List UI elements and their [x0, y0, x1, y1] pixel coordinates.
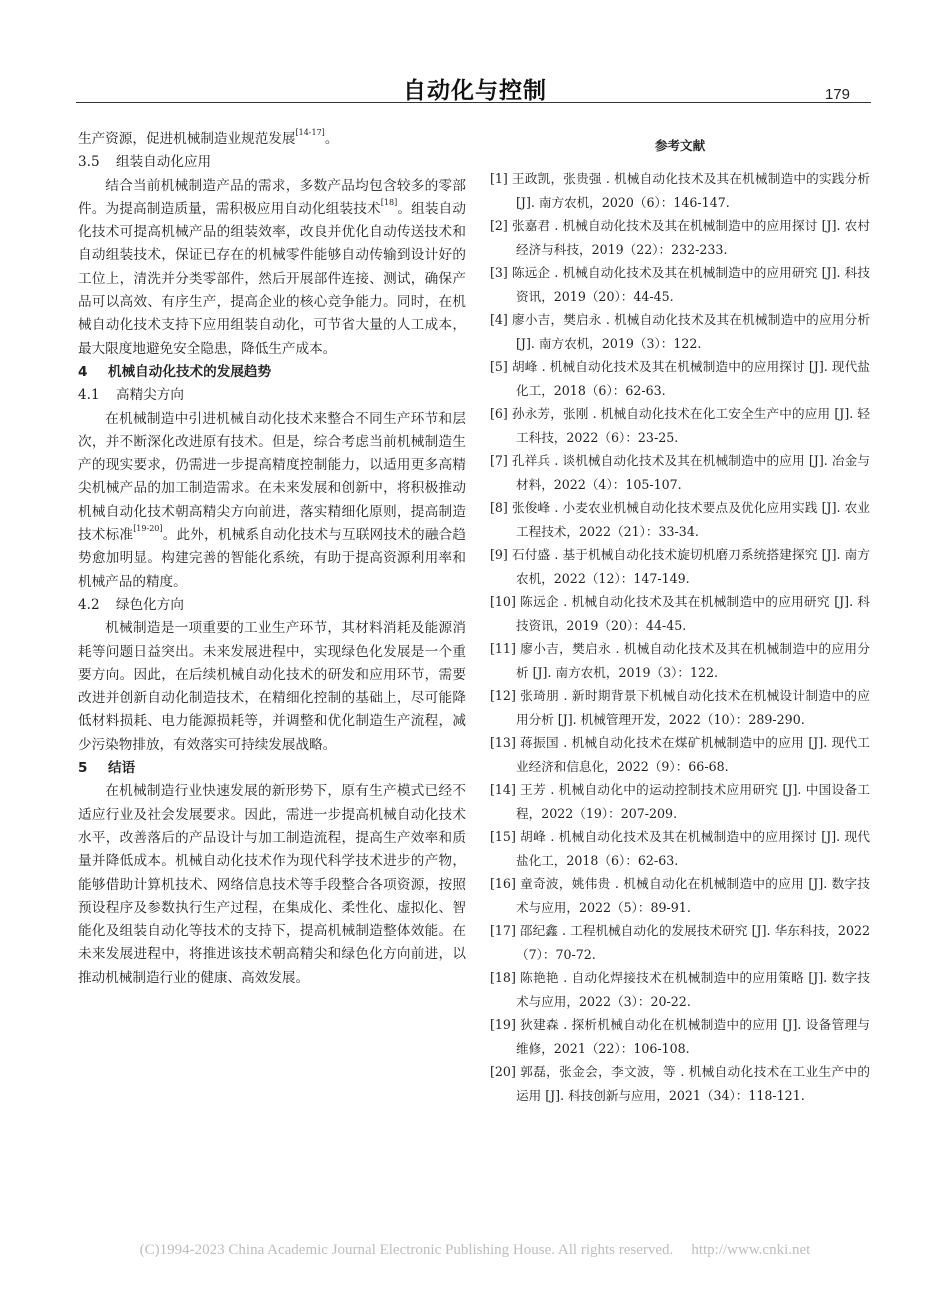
page-number: 179 [824, 86, 850, 103]
reference-item: [12] 张琦朋 . 新时期背景下机械自动化技术在机械设计制造中的应用分析 [J]. 机械管理开发，2022（10）：289-290. [490, 688, 870, 727]
intro-paragraph: 生产资源，促进机械制造业规范发展[14-17]。 [78, 128, 339, 147]
references-title: 参考文献 [654, 138, 706, 153]
section-4-2-paragraph: 机械制造是一项重要的工业生产环节，其材料消耗及能源消耗等问题日益突出。未来发展进程中，实现绿色化发展是一个重要方向。因此，在后续机械自动化技术的研发和应用环节，需要改进并创新自动化制造技术，在精细化控制的基础上，尽可能降低材料损耗、电力能源损耗等，并调整和优化制造生产流程，减少污染物排放，有效落实可持续发展战略。 [78, 620, 466, 753]
reference-item: [17] 邵纪鑫 . 工程机械自动化的发展技术研究 [J]. 华东科技，2022（7）：70-72. [490, 923, 870, 962]
reference-item: [20] 郭磊，张金会，李文波，等 . 机械自动化技术在工业生产中的运用 [J]. 科技创新与应用，2021（34）：118-121. [490, 1064, 870, 1103]
reference-item: [16] 童奇波，姚伟贵 . 机械自动化在机械制造中的应用 [J]. 数字技术与应用，2022（5）：89-91. [490, 876, 870, 915]
references-column [490, 135, 870, 1107]
footer [0, 1242, 950, 1259]
header-rule [76, 102, 871, 103]
reference-item: [19] 狄建森 . 探析机械自动化在机械制造中的应用 [J]. 设备管理与维修，2021（22）：106-108. [490, 1017, 870, 1056]
section-heading-5: 5 结语 [78, 760, 136, 777]
reference-item: [6] 孙永芳，张刚 . 机械自动化技术在化工安全生产中的应用 [J]. 轻工科技，2022（6）：23-25. [490, 406, 870, 445]
citation: [18] [380, 197, 398, 207]
left-column [78, 128, 466, 990]
footer-url[interactable]: http://www.cnki.net [691, 1242, 811, 1258]
section-4-1-paragraph: 在机械制造中引进机械自动化技术来整合不同生产环节和层次，并不断深化改进原有技术。但是，综合考虑当前机械制造生产的现实要求，仍需进一步提高精度控制能力，以适用更多高精尖机械产品的加工制造需求。在未来发展和创新中，将积极推动机械自动化技术朝高精尖方向前进，落实精细化原则，提高制造技术标准[19-20]。此外，机械系自动化技术与互联网技术的融合趋势愈加明显。构建完善的智能化系统，有助于提高资源利用率和机械产品的精度。 [78, 410, 467, 590]
section-heading-4-2: 4.2 绿色化方向 [78, 596, 184, 613]
reference-item: [11] 廖小吉，樊启永 . 机械自动化技术及其在机械制造中的应用分析 [J]. 南方农机，2019（3）：122. [490, 641, 870, 680]
copyright-text: (C)1994-2023 China Academic Journal Electronic Publishing House. All rights reserved. [139, 1242, 674, 1258]
reference-item: [4] 廖小吉，樊启永 . 机械自动化技术及其在机械制造中的应用分析 [J]. 南方农机，2019（3）：122. [490, 312, 870, 351]
reference-item: [1] 王政凯，张贵强 . 机械自动化技术及其在机械制造中的实践分析 [J]. 南方农机，2020（6）：146-147. [490, 171, 870, 210]
reference-list [490, 167, 870, 1107]
reference-item: [15] 胡峰 . 机械自动化技术及其在机械制造中的应用探讨 [J]. 现代盐化工，2018（6）：62-63. [490, 829, 870, 868]
reference-item: [10] 陈远企 . 机械自动化技术及其在机械制造中的应用研究 [J]. 科技资讯，2019（20）：44-45. [490, 594, 870, 633]
reference-item: [8] 张俊峰 . 小麦农业机械自动化技术要点及优化应用实践 [J]. 农业工程技术，2022（21）：33-34. [490, 500, 870, 539]
reference-item: [5] 胡峰 . 机械自动化技术及其在机械制造中的应用探讨 [J]. 现代盐化工，2018（6）：62-63. [490, 359, 870, 398]
reference-item: [7] 孔祥兵 . 谈机械自动化技术及其在机械制造中的应用 [J]. 冶金与材料，2022（4）：105-107. [490, 453, 870, 492]
citation: [19-20] [133, 524, 163, 534]
section-heading-4-1: 4.1 高精尖方向 [78, 387, 184, 404]
section-heading-3-5: 3.5 组装自动化应用 [78, 154, 212, 171]
citation: [14-17] [295, 128, 325, 137]
section-heading-4: 4 机械自动化技术的发展趋势 [78, 363, 272, 380]
reference-item: [3] 陈远企 . 机械自动化技术及其在机械制造中的应用研究 [J]. 科技资讯，2019（20）：44-45. [490, 265, 870, 304]
reference-item: [9] 石付盛 . 基于机械自动化技术旋切机磨刀系统搭建探究 [J]. 南方农机，2022（12）：147-149. [490, 547, 870, 586]
reference-item: [18] 陈艳艳 . 自动化焊接技术在机械制造中的应用策略 [J]. 数字技术与应用，2022（3）：20-22. [490, 970, 870, 1009]
reference-item: [13] 蒋振国 . 机械自动化技术在煤矿机械制造中的应用 [J]. 现代工业经济和信息化，2022（9）：66-68. [490, 735, 870, 774]
journal-title: 自动化与控制 [403, 78, 547, 104]
reference-item: [14] 王芳 . 机械自动化中的运动控制技术应用研究 [J]. 中国设备工程，2022（19）：207-209. [490, 782, 870, 821]
reference-item: [2] 张嘉君 . 机械自动化技术及其在机械制造中的应用探讨 [J]. 农村经济与科技，2019（22）：232-233. [490, 218, 870, 257]
conclusion-paragraph: 在机械制造行业快速发展的新形势下，原有生产模式已经不适应行业及社会发展要求。因此，需进一步提高机械自动化技术水平，改善落后的产品设计与加工制造流程，提高生产效率和质量并降低成本。机械自动化技术作为现代科学技术进步的产物，能够借助计算机技术、网络信息技术等手段整合各项资源，按照预设程序及参数执行生产过程，在集成化、柔性化、虚拟化、智能化及组装自动化等技术的支持下，提高机械制造整体效能。在未来发展进程中，将推进该技术朝高精尖和绿色化方向前进，以推动机械制造行业的健康、高效发展。 [78, 783, 466, 986]
section-3-5-paragraph: 结合当前机械制造产品的需求，多数产品均包含较多的零部件。为提高制造质量，需积极应用自动化组装技术[18]。组装自动化技术可提高机械产品的组装效率，改良并优化自动传送技术和自动组装技术，保证已存在的机械零件能够自动传输到设计好的工位上，清洗并分类零部件，然后开展部件连接、测试，确保产品可以高效、有序生产，提高企业的核心竞争能力。同时，在机械自动化技术支持下应用组装自动化，可节省大量的人工成本，最大限度地避免安全隐患，降低生产成本。 [78, 177, 466, 357]
